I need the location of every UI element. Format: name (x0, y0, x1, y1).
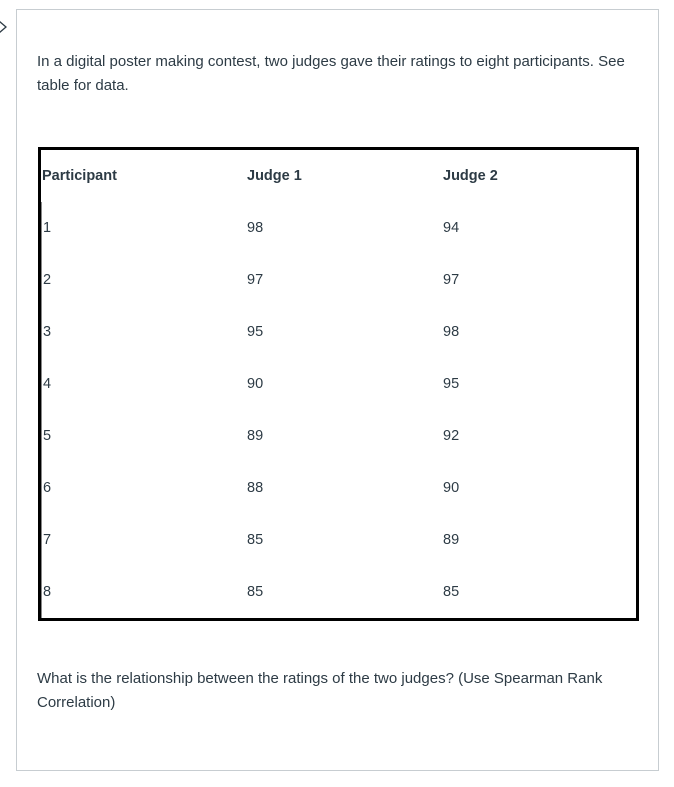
judge-1-cell: 85 (247, 532, 264, 548)
judge-2-cell: 89 (443, 532, 460, 548)
table-row (41, 254, 636, 306)
table-row (41, 462, 636, 514)
participant-cell: 1 (41, 202, 247, 254)
judge-2-cell: 92 (443, 428, 460, 444)
table-row (41, 306, 636, 358)
judge-1-cell: 89 (247, 428, 264, 444)
judge-2-cell: 95 (443, 376, 460, 392)
table-row (41, 358, 636, 410)
ratings-table (38, 147, 639, 621)
table-row (41, 202, 636, 254)
judge-1-cell: 88 (247, 480, 264, 496)
table-row (41, 410, 636, 462)
judge-2-cell: 94 (443, 220, 460, 236)
question-text: What is the relationship between the ratings of the two judges? (Use Spearman Rank Correlation) (37, 670, 603, 711)
header-judge-1: Judge 1 (247, 168, 302, 184)
participant-cell: 4 (41, 358, 247, 410)
table-row (41, 566, 636, 618)
table-row (41, 514, 636, 566)
judge-2-cell: 98 (443, 324, 460, 340)
judge-1-cell: 90 (247, 376, 264, 392)
participant-cell: 7 (41, 514, 247, 566)
participant-cell: 8 (41, 566, 247, 618)
participant-cell: 3 (41, 306, 247, 358)
judge-2-cell: 97 (443, 272, 460, 288)
table-header-row (41, 150, 636, 202)
header-participant: Participant (42, 168, 117, 184)
header-judge-2: Judge 2 (443, 168, 498, 184)
participant-cell: 2 (41, 254, 247, 306)
participant-cell: 5 (41, 410, 247, 462)
judge-1-cell: 95 (247, 324, 264, 340)
chevron-right-icon[interactable] (0, 20, 10, 34)
participant-cell: 6 (41, 462, 247, 514)
judge-1-cell: 98 (247, 220, 264, 236)
judge-2-cell: 90 (443, 480, 460, 496)
question-intro-text: In a digital poster making contest, two judges gave their ratings to eight participants. See table for data. (37, 53, 625, 94)
judge-1-cell: 85 (247, 584, 264, 600)
judge-2-cell: 85 (443, 584, 460, 600)
judge-1-cell: 97 (247, 272, 264, 288)
